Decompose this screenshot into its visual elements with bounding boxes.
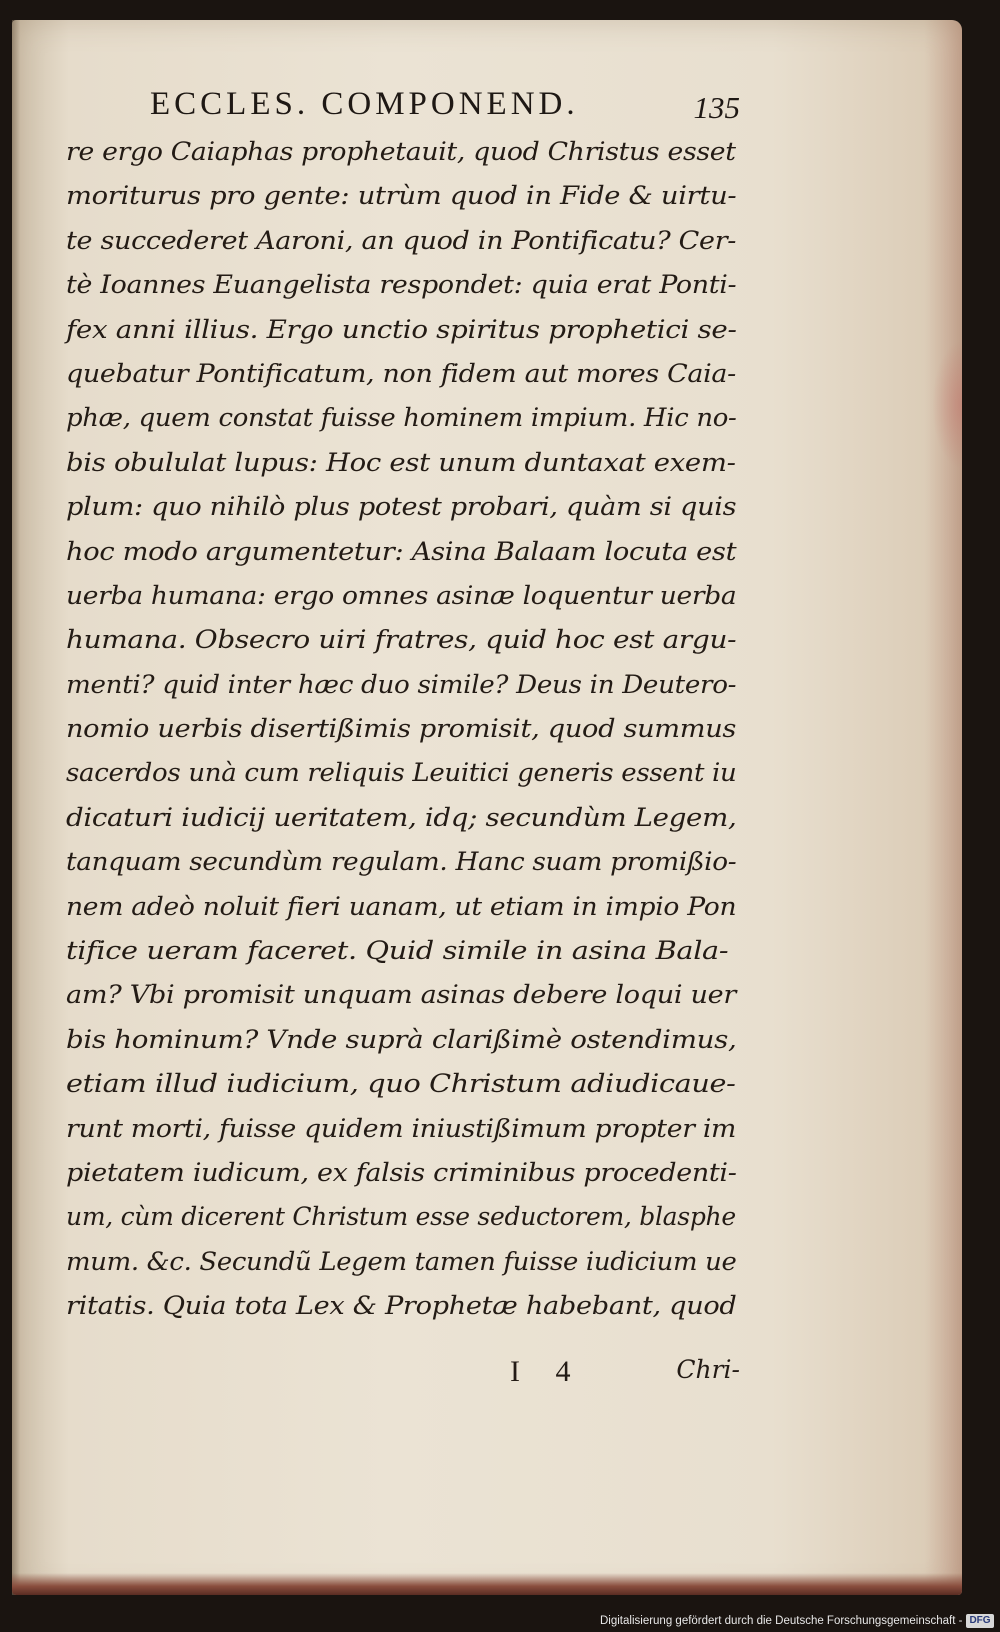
digitization-banner — [600, 1612, 994, 1630]
text-line: runt morti, fuisse quidem iniustißimum propter im — [66, 1113, 737, 1143]
text-line: humana. Obsecro uiri fratres, quid hoc est argu- — [66, 625, 737, 655]
text-line: uerba humana: ergo omnes asinæ loquentur uerba — [66, 580, 737, 610]
text-line: hoc modo argumentetur: Asina Balaam locuta est — [66, 536, 737, 566]
text-line: plum: quo nihilò plus potest probari, quàm si quis — [66, 492, 737, 522]
page-number: 135 — [693, 90, 740, 125]
dfg-logo: DFG — [966, 1614, 993, 1628]
text-line: re ergo Caiaphas prophetauit, quod Christus esset — [66, 137, 736, 166]
page-binding-shadow — [12, 20, 20, 1595]
text-line: um, cùm dicerent Christum esse seductorem, blasphe — [66, 1202, 736, 1232]
text-line: ritatis. Quia tota Lex & Prophetæ habebant, quod — [66, 1291, 737, 1321]
text-line: nomio uerbis disertißimis promisit, quod summus — [66, 714, 737, 744]
text-line: quebatur Pontificatum, non fidem aut mores Caia- — [66, 358, 736, 388]
page-stain — [932, 340, 962, 470]
text-line: nem adeò noluit fieri uanam, ut etiam in impio Pon — [66, 891, 737, 921]
text-line: dicaturi iudicij ueritatem, idq; secundùm Legem, — [66, 802, 737, 832]
body-text — [66, 130, 736, 1329]
text-line: fex anni illius. Ergo unctio spiritus prophetici se- — [66, 314, 737, 344]
signature-mark: I 4 — [510, 1355, 585, 1388]
text-line: phæ, quem constat fuisse hominem impium. Hic no- — [66, 403, 737, 433]
text-line: am? Vbi promisit unquam asinas debere loqui uer — [66, 980, 737, 1010]
text-line: moriturus pro gente: utrùm quod in Fide & uirtu- — [66, 181, 737, 211]
page-header — [150, 86, 740, 130]
page-bottom-edge — [12, 1573, 962, 1595]
text-line: bis obululat lupus: Hoc est unum duntaxat exem- — [66, 447, 736, 477]
text-line: etiam illud iudicium, quo Christum adiudicaue- — [66, 1069, 736, 1099]
text-line: menti? quid inter hæc duo simile? Deus in Deutero- — [66, 669, 737, 699]
text-line: te succederet Aaroni, an quod in Pontificatu? Cer- — [66, 225, 737, 255]
text-line: bis hominum? Vnde suprà clarißimè ostendimus, — [66, 1024, 737, 1054]
running-head: ECCLES. COMPONEND. — [150, 86, 579, 122]
catchword: Chri- — [676, 1355, 740, 1384]
text-line: mum. &c. Secundũ Legem tamen fuisse iudicium ue — [66, 1246, 737, 1276]
text-line: tè Ioannes Euangelista respondet: quia erat Ponti- — [66, 270, 737, 300]
text-line: pietatem iudicum, ex falsis criminibus procedenti- — [66, 1157, 737, 1187]
text-line: sacerdos unà cum reliquis Leuitici generis essent iu — [66, 758, 737, 788]
banner-text: Digitalisierung gefördert durch die Deutsche Forschungsgemeinschaft - — [600, 1615, 963, 1627]
text-line: tifice ueram faceret. Quid simile in asina Bala- — [66, 936, 729, 966]
page-footer — [500, 1355, 740, 1395]
text-line: tanquam secundùm regulam. Hanc suam promißio- — [66, 847, 737, 877]
